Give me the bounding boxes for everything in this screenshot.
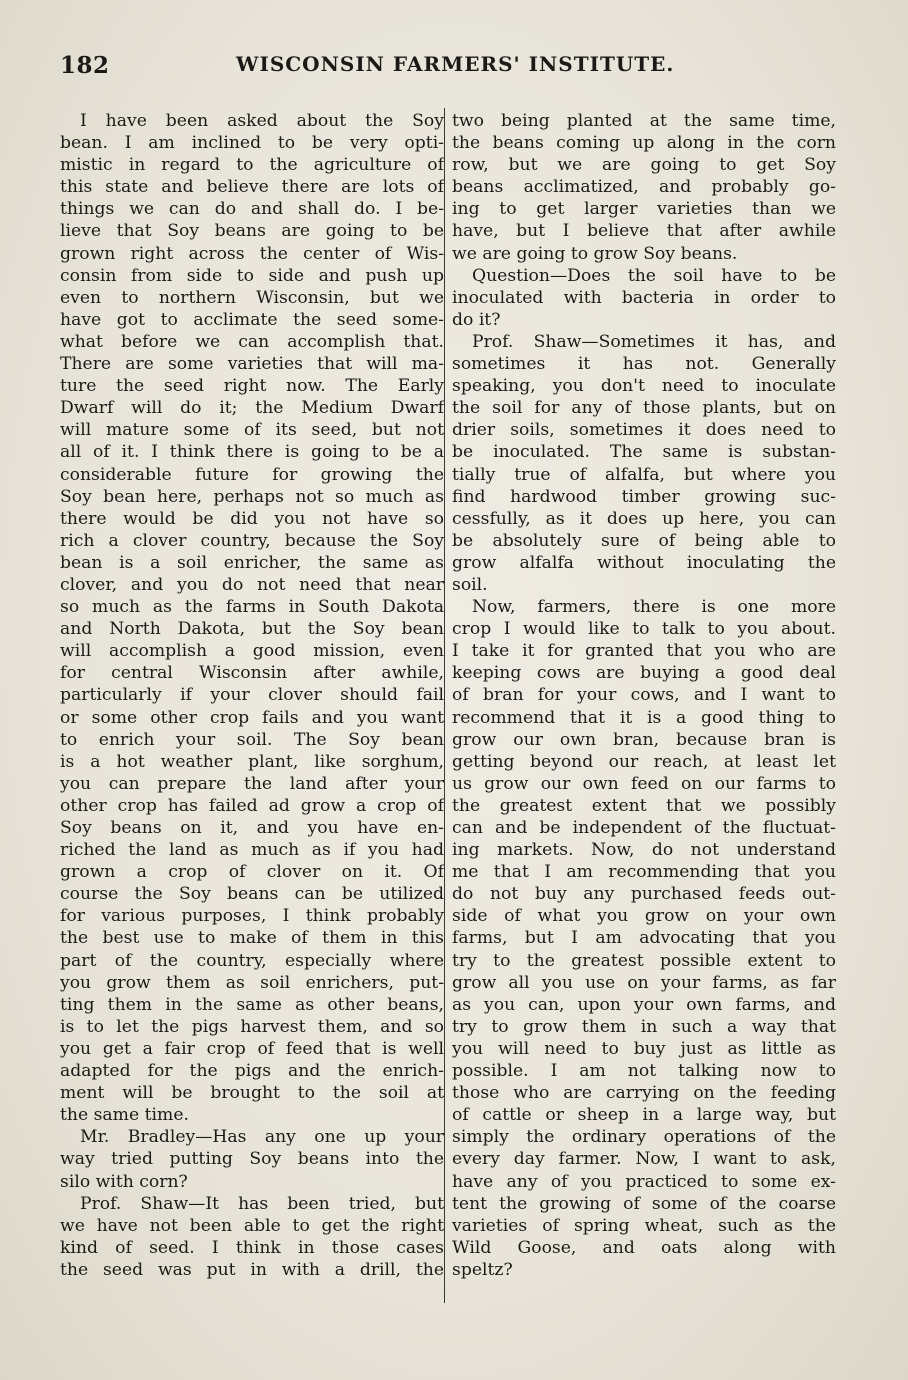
text-line: or some other crop fails and you want	[60, 707, 444, 728]
text-line: Mr. Bradley—Has any one up your	[80, 1127, 444, 1148]
text-line: the same time.	[60, 1105, 189, 1126]
text-line: so much as the farms in South Dakota	[60, 597, 444, 618]
text-line: I have been asked about the Soy	[80, 111, 444, 131]
text-line: course the Soy beans can be utilized	[60, 884, 444, 905]
text-line: do not buy any purchased feeds out-	[452, 884, 836, 905]
text-line: for various purposes, I think probably	[60, 906, 444, 927]
text-line: grow our own bran, because bran is	[452, 729, 836, 750]
text-line: sometimes it has not. Generally	[452, 354, 836, 375]
text-line: mistic in regard to the agriculture of	[60, 155, 444, 176]
text-line: we have not been able to get the right	[60, 1215, 444, 1236]
text-line: Question—Does the soil have to be	[472, 265, 836, 286]
text-line: bean. I am inclined to be very opti-	[60, 133, 444, 154]
text-line: cessfully, as it does up here, you can	[452, 508, 836, 529]
text-line: beans acclimatized, and probably go-	[452, 177, 836, 198]
text-line: Prof. Shaw—It has been tried, but	[80, 1193, 444, 1214]
text-line: all of it. I think there is going to be a	[60, 442, 444, 463]
text-line: be absolutely sure of being able to	[452, 530, 836, 551]
text-line: and North Dakota, but the Soy bean	[60, 619, 444, 640]
text-line: grown right across the center of Wis-	[60, 243, 444, 264]
text-line: lieve that Soy beans are going to be	[60, 221, 444, 242]
text-line: find hardwood timber growing suc-	[452, 486, 836, 507]
text-line: you will need to buy just as little as	[452, 1038, 836, 1059]
text-line: even to northern Wisconsin, but we	[60, 287, 444, 308]
text-line: every day farmer. Now, I want to ask,	[452, 1149, 836, 1170]
text-line: varieties of spring wheat, such as the	[452, 1215, 836, 1236]
text-line: getting beyond our reach, at least let	[452, 751, 836, 772]
text-line: of bran for your cows, and I want to	[452, 685, 836, 706]
text-line: recommend that it is a good thing to	[452, 707, 836, 728]
text-line: the best use to make of them in this	[60, 928, 444, 949]
text-line: the greatest extent that we possibly	[452, 795, 836, 816]
text-line: we are going to grow Soy beans.	[452, 243, 738, 264]
page-header	[60, 52, 840, 88]
text-line: two being planted at the same time,	[452, 111, 836, 131]
text-line: of cattle or sheep in a large way, but	[452, 1105, 836, 1126]
text-line: adapted for the pigs and the enrich-	[60, 1061, 444, 1082]
text-line: have any of you practiced to some ex-	[452, 1171, 836, 1192]
text-line: silo with corn?	[60, 1171, 188, 1192]
column-divider	[444, 108, 445, 1303]
text-line: have got to acclimate the seed some-	[60, 309, 444, 330]
text-line: drier soils, sometimes it does need to	[452, 420, 836, 441]
text-line: try to grow them in such a way that	[452, 1016, 836, 1037]
text-line: rich a clover country, because the Soy	[60, 530, 444, 551]
text-line: There are some varieties that will ma-	[60, 354, 444, 375]
text-line: row, but we are going to get Soy	[452, 155, 836, 176]
text-line: you grow them as soil enrichers, put-	[60, 972, 444, 993]
text-line: can and be independent of the fluctuat-	[452, 818, 836, 838]
text-line: me that I am recommending that you	[452, 862, 836, 883]
text-line: crop I would like to talk to you about.	[452, 619, 836, 640]
text-line: soil.	[452, 574, 488, 595]
text-line: as you can, upon your own farms, and	[452, 994, 836, 1015]
text-line: the soil for any of those plants, but on	[452, 398, 836, 419]
text-line: the seed was put in with a drill, the	[60, 1259, 444, 1280]
text-line: what before we can accomplish that.	[60, 331, 444, 352]
text-line: there would be did you not have so	[60, 508, 444, 529]
text-line: keeping cows are buying a good deal	[452, 663, 836, 684]
text-line: is a hot weather plant, like sorghum,	[60, 751, 444, 772]
text-line: way tried putting Soy beans into the	[60, 1149, 444, 1170]
text-line: try to the greatest possible extent to	[452, 950, 836, 971]
text-line: Soy bean here, perhaps not so much as	[60, 486, 444, 507]
text-line: have, but I believe that after awhile	[452, 221, 836, 242]
text-line: you can prepare the land after your	[60, 773, 444, 794]
text-line: farms, but I am advocating that you	[452, 928, 836, 949]
page-number: 182	[60, 52, 110, 79]
text-line: particularly if your clover should fail	[60, 685, 444, 706]
text-line: tent the growing of some of the coarse	[452, 1193, 836, 1214]
text-line: considerable future for growing the	[60, 464, 444, 485]
text-line: tially true of alfalfa, but where you	[452, 464, 836, 485]
text-line: part of the country, especially where	[60, 950, 444, 971]
text-line: be inoculated. The same is substan-	[452, 442, 836, 463]
text-line: is to let the pigs harvest them, and so	[60, 1016, 444, 1037]
right-text-column	[452, 110, 836, 1281]
text-line: grow all you use on your farms, as far	[452, 972, 836, 993]
running-title: WISCONSIN FARMERS' INSTITUTE.	[236, 52, 675, 76]
text-line: do it?	[452, 309, 501, 330]
text-line: I take it for granted that you who are	[452, 641, 836, 662]
text-line: riched the land as much as if you had	[60, 840, 444, 861]
text-line: things we can do and shall do. I be-	[60, 199, 444, 220]
text-line: consin from side to side and push up	[60, 265, 444, 286]
text-line: will mature some of its seed, but not	[60, 420, 444, 441]
text-line: will accomplish a good mission, even	[60, 641, 444, 662]
text-line: ment will be brought to the soil at	[60, 1083, 444, 1104]
text-line: possible. I am not talking now to	[452, 1061, 836, 1082]
text-line: simply the ordinary operations of the	[452, 1127, 836, 1148]
text-line: ting them in the same as other beans,	[60, 994, 444, 1015]
text-line: kind of seed. I think in those cases	[60, 1237, 444, 1258]
text-line: other crop has failed ad grow a crop of	[60, 795, 444, 816]
text-line: grown a crop of clover on it. Of	[60, 862, 444, 883]
left-text-column	[60, 110, 444, 1281]
text-line: bean is a soil enricher, the same as	[60, 552, 444, 573]
text-line: Dwarf will do it; the Medium Dwarf	[60, 398, 444, 419]
text-line: Soy beans on it, and you have en-	[60, 818, 444, 838]
text-line: to enrich your soil. The Soy bean	[60, 729, 444, 750]
text-line: Prof. Shaw—Sometimes it has, and	[472, 331, 836, 352]
text-line: grow alfalfa without inoculating the	[452, 552, 836, 573]
text-line: ing to get larger varieties than we	[452, 199, 836, 220]
text-line: for central Wisconsin after awhile,	[60, 663, 444, 684]
text-line: us grow our own feed on our farms to	[452, 773, 836, 794]
text-line: inoculated with bacteria in order to	[452, 287, 836, 308]
text-line: ture the seed right now. The Early	[60, 376, 444, 397]
text-line: Now, farmers, there is one more	[472, 597, 836, 618]
text-line: ing markets. Now, do not understand	[452, 840, 836, 861]
text-line: those who are carrying on the feeding	[452, 1083, 836, 1104]
text-line: this state and believe there are lots of	[60, 177, 444, 198]
text-line: speaking, you don't need to inoculate	[452, 376, 836, 397]
text-line: side of what you grow on your own	[452, 906, 836, 927]
text-line: clover, and you do not need that near	[60, 574, 444, 595]
text-line: you get a fair crop of feed that is well	[60, 1038, 444, 1059]
text-line: speltz?	[452, 1259, 513, 1280]
text-line: the beans coming up along in the corn	[452, 133, 836, 154]
text-line: Wild Goose, and oats along with	[452, 1237, 836, 1258]
